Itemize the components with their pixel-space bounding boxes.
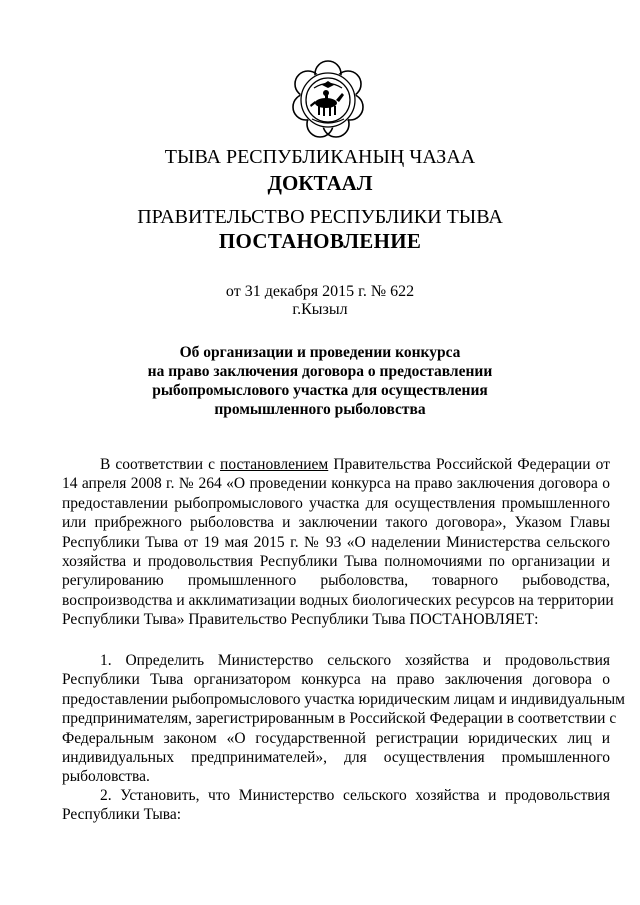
resolution-title	[0, 343, 640, 419]
clause-2-first-line: 2. Установить, что Министерство сельского хозяйства и продовольствия	[100, 787, 610, 804]
paragraph-line: Республики Тыва» Правительство Республики Тыва ПОСТАНОВЛЯЕТ:	[62, 611, 539, 629]
paragraph-line: рыболовства.	[62, 768, 150, 786]
clause-2-paragraph	[62, 786, 610, 825]
title-line: Об организации и проведении конкурса	[179, 344, 461, 361]
paragraph-line: Республики Тыва от 19 мая 2015 г. № 93 «О наделении Министерства сельского	[62, 533, 610, 551]
paragraph-line: воспроизводства и акклиматизации водных биологических ресурсов на территории	[62, 591, 614, 609]
preamble-first-line: В соответствии с постановлением Правительства Российской Федерации от	[100, 456, 610, 473]
resolution-city: г.Кызыл	[292, 301, 348, 318]
title-line: на право заключения договора о предоставлении	[147, 363, 493, 380]
paragraph-line: 14 апреля 2008 г. № 264 «О проведении конкурса на право заключения договора о	[62, 475, 610, 493]
paragraph-line: Республики Тыва:	[62, 806, 182, 824]
paragraph-line: индивидуальных предпринимателей», для осуществления промышленного	[62, 748, 610, 766]
government-heading: ПРАВИТЕЛЬСТВО РЕСПУБЛИКИ ТЫВА	[137, 206, 503, 228]
resolution-date: от 31 декабря 2015 г. № 622	[225, 283, 415, 300]
decree-link[interactable]: постановлением	[220, 456, 329, 473]
paragraph-line: регулированию промышленного рыболовства, товарного рыбоводства,	[62, 572, 610, 590]
title-line: промышленного рыболовства	[214, 401, 426, 418]
paragraph-line: хозяйства и продовольствия Республики Тыва полномочиями по организации и	[62, 552, 610, 570]
paragraph-line: или прибрежного рыболовства и заключении такого договора», Указом Главы	[62, 514, 610, 532]
clause-1-paragraph	[62, 651, 625, 787]
paragraph-line: предоставлении рыбопромыслового участка юридическим лицам и индивидуальным	[62, 690, 625, 708]
tuva-coat-of-arms-icon	[284, 55, 372, 143]
title-line: рыбопромыслового участка для осуществления	[152, 382, 488, 399]
paragraph-line: предоставлении рыбопромыслового участка для осуществления промышленного	[62, 494, 610, 512]
clause-1-first-line: 1. Определить Министерство сельского хозяйства и продовольствия	[100, 652, 610, 669]
paragraph-line: предпринимателям, зарегистрированным в Российской Федерации в соответствии с	[62, 710, 617, 728]
preamble-paragraph	[62, 455, 614, 630]
doktaal-heading: ДОКТААЛ	[267, 171, 373, 195]
resolution-heading: ПОСТАНОВЛЕНИЕ	[218, 229, 422, 253]
paragraph-line: Республики Тыва организатором конкурса на право заключения договора о	[62, 671, 610, 689]
tyva-government-heading: ТЫВА РЕСПУБЛИКАНЫҢ ЧАЗАА	[164, 146, 476, 168]
paragraph-line: Федеральным законом «О государственной регистрации юридических лиц и	[62, 729, 610, 747]
